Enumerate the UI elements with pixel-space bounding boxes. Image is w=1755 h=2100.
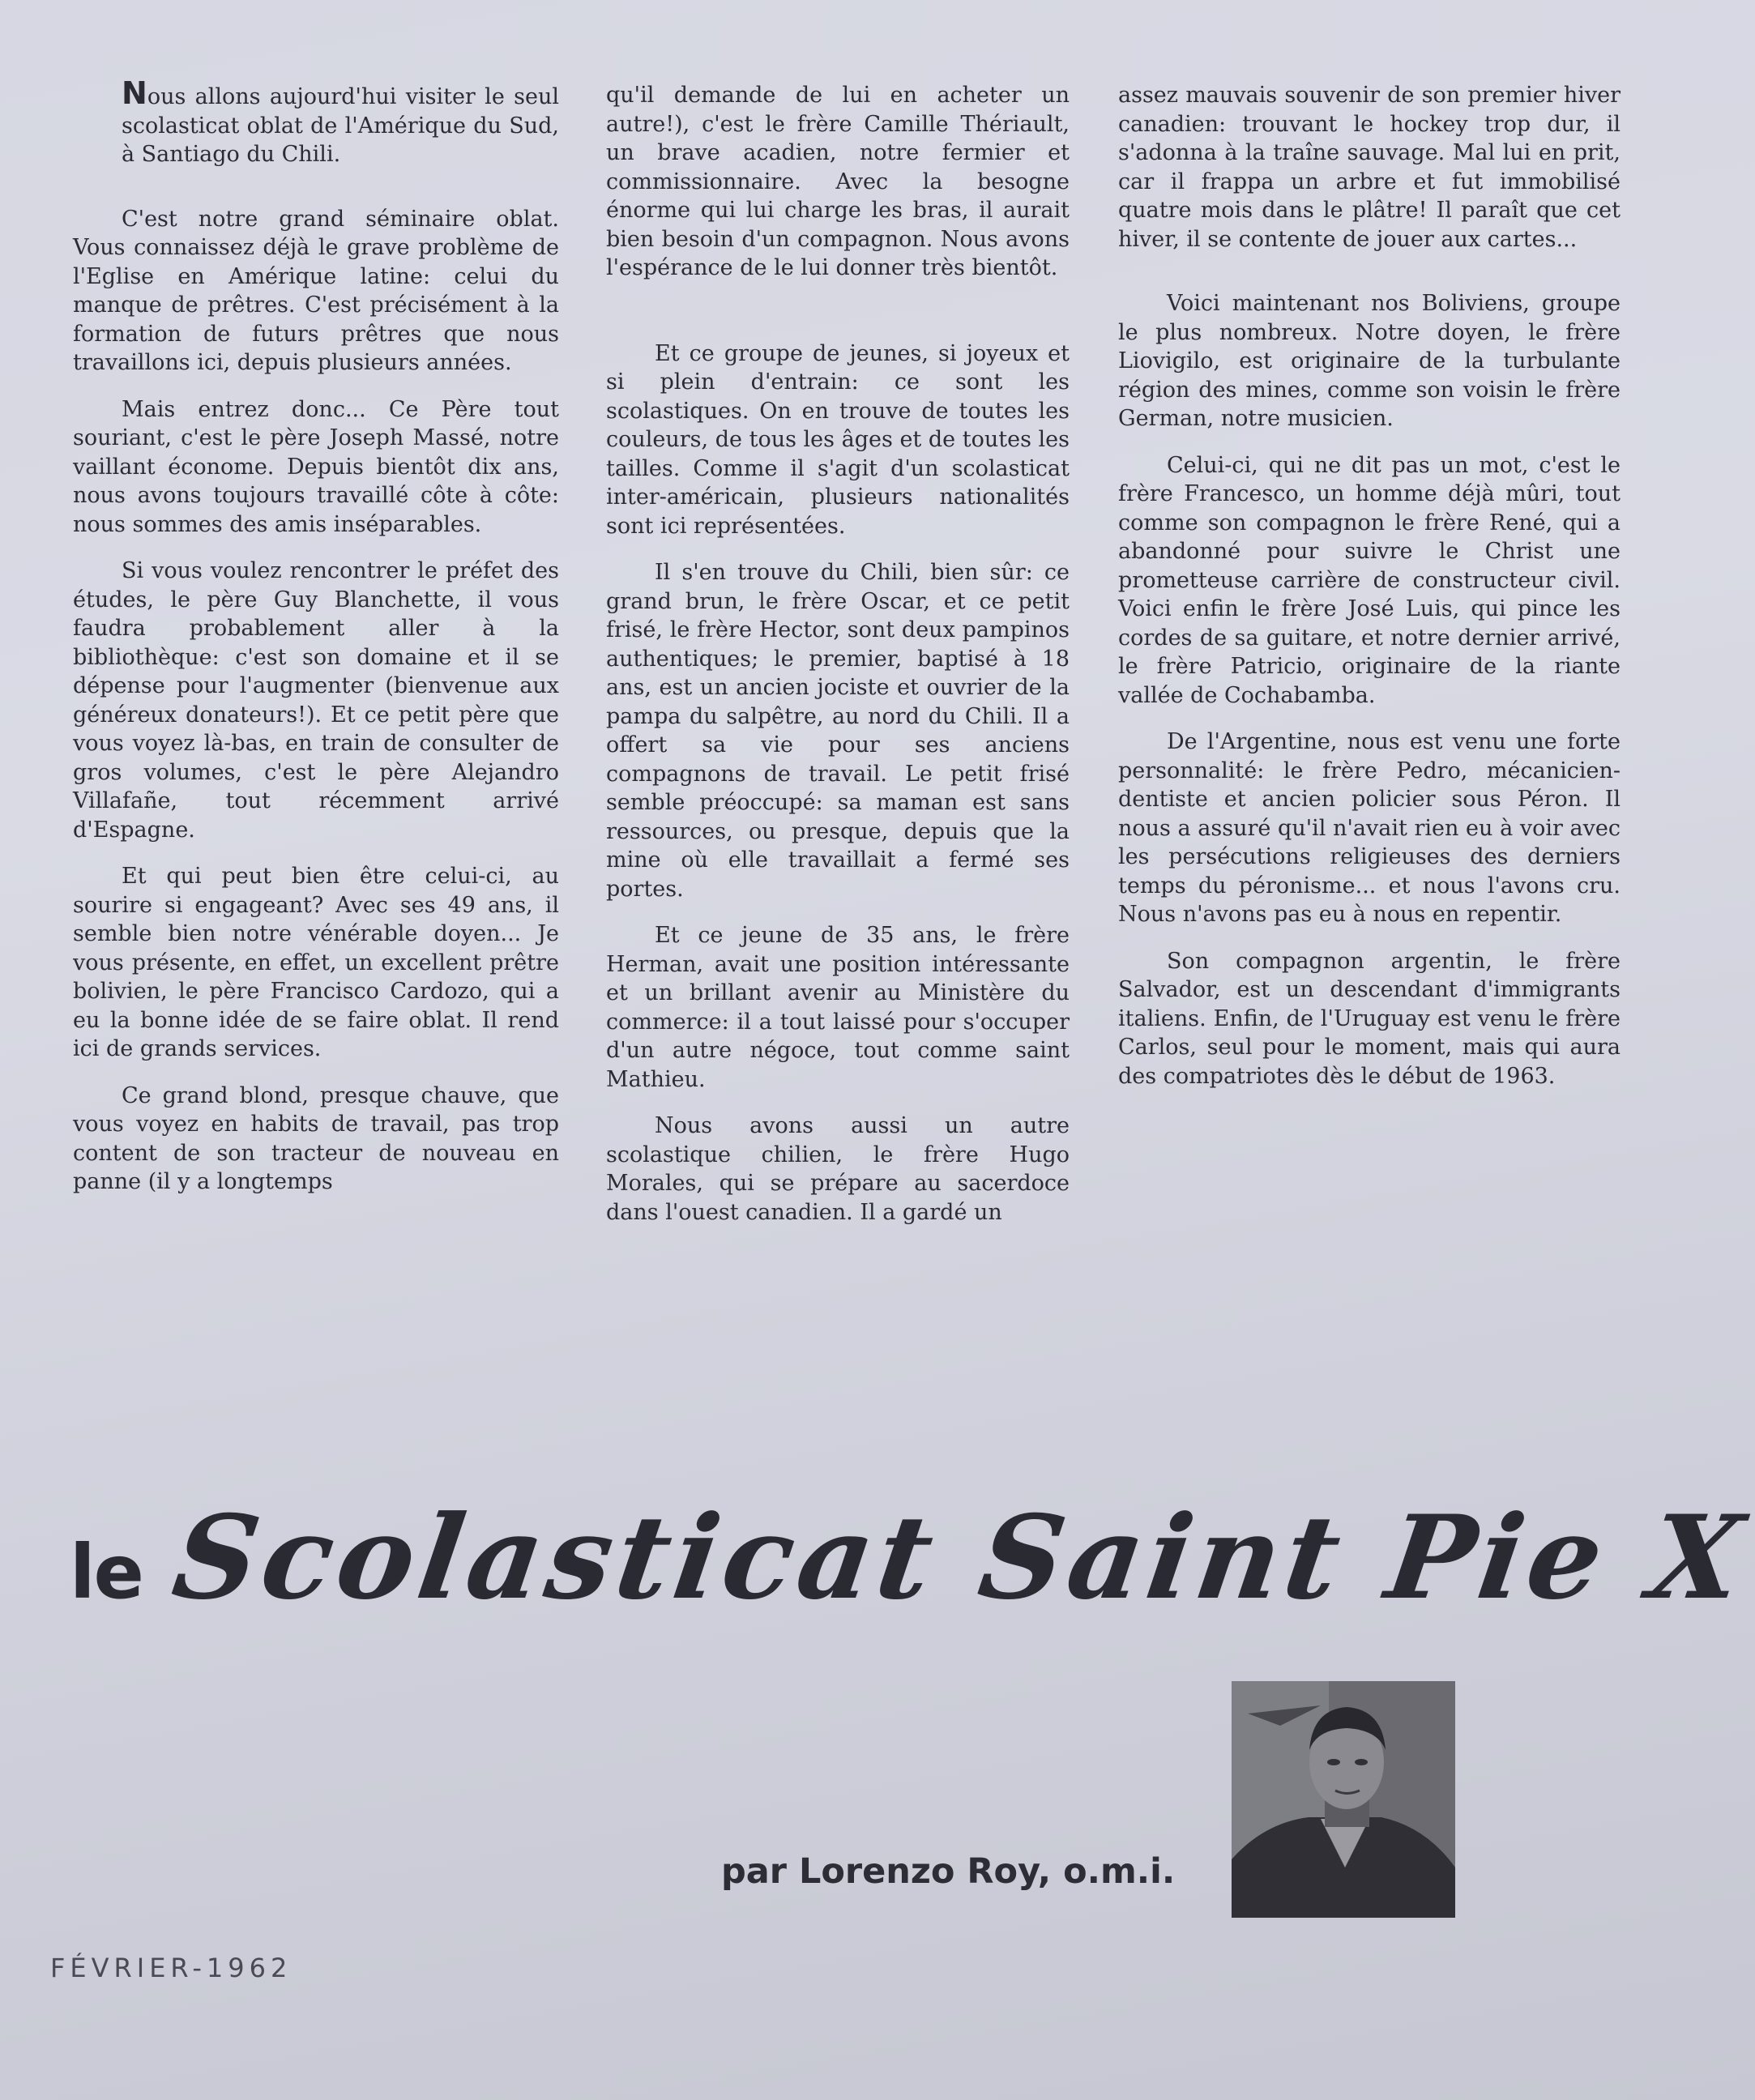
article-column-2 (606, 81, 1070, 1244)
article-column-1 (73, 75, 559, 1214)
paragraph (73, 75, 559, 169)
article-title (70, 1491, 1755, 1625)
article-column-3 (1118, 81, 1620, 1108)
title-article-word: le (70, 1529, 143, 1616)
title-main: Scolasticat Saint Pie X (165, 1491, 1755, 1625)
paragraph: Son compagnon argentin, le frère Salvador, est un descendant d'immigrants italiens. Enfin, de l'Uruguay est venu le frère Carlos, seul pour le moment, mais qui aura des compatriotes dès le début de 1963. (1118, 948, 1620, 1089)
paragraph: Nous avons aussi un autre scolastique chilien, le frère Hugo Morales, qui se prépare au sacerdoce dans l'ouest canadien. Il a gardé un (606, 1113, 1070, 1225)
author-portrait-image (1232, 1681, 1455, 1918)
author-photo (1232, 1681, 1455, 1918)
paragraph: Celui-ci, qui ne dit pas un mot, c'est le frère Francesco, un homme déjà mûri, tout comme son compagnon le frère René, qui a abandonné pour suivre le Christ une prometteuse carrière de constructeur civil. Voici enfin le frère José Luis, qui pince les cordes de sa guitare, et notre dernier arrivé, le frère Patricio, originaire de la riante vallée de Cochabamba. (1118, 452, 1620, 708)
paragraph: Voici maintenant nos Boliviens, groupe le plus nombreux. Notre doyen, le frère Liovigilo, est originaire de la turbulante région des mines, comme son voisin le frère German, notre musicien. (1118, 291, 1620, 431)
byline: par Lorenzo Roy, o.m.i. (721, 1851, 1176, 1892)
paragraph: Il s'en trouve du Chili, bien sûr: ce grand brun, le frère Oscar, et ce petit frisé, le frère Hector, sont deux pampinos authentiques; le premier, baptisé à 18 ans, est un ancien jociste et ouvrier de la pampa du salpêtre, au nord du Chili. Il a offert sa vie pour ses anciens compagnons de travail. Le petit frisé semble préoccupé: sa maman est sans ressources, ou presque, depuis que la mine où elle travaillait a fermé ses portes. (606, 560, 1070, 902)
paragraph: qu'il demande de lui en acheter un autre!), c'est le frère Camille Thériault, un brave acadien, notre fermier et commissionnaire. Avec la besogne énorme qui lui charge les bras, il aurait bien besoin d'un compagnon. Nous avons l'espérance de le lui donner très bientôt. (606, 83, 1070, 280)
paragraph: De l'Argentine, nous est venu une forte personnalité: le frère Pedro, mécanicien-dentiste et ancien policier sous Péron. Il nous a assuré qu'il n'avait rien eu à voir avec les persécutions religieuses des derniers temps du péronisme... et nous l'avons cru. Nous n'avons pas eu à nous en repentir. (1118, 729, 1620, 927)
page-dateline: FÉVRIER-1962 (50, 1953, 292, 1983)
paragraph: assez mauvais souvenir de son premier hiver canadien: trouvant le hockey trop dur, il s'adonna à la traîne sauvage. Mal lui en prit, car il frappa un arbre et fut immobilisé quatre mois dans le plâtre! Il paraît que cet hiver, il se contente de jouer aux cartes... (1118, 83, 1620, 252)
drop-cap: N (122, 75, 147, 111)
paragraph: Ce grand blond, presque chauve, que vous voyez en habits de travail, pas trop content de son tracteur de nouveau en panne (il y a longtemps (73, 1082, 559, 1194)
paragraph: Et ce jeune de 35 ans, le frère Herman, avait une position intéressante et un brillant avenir au Ministère du commerce: il a tout laissé pour s'occuper d'un autre négoce, tout comme saint Mathieu. (606, 923, 1070, 1092)
paragraph: Et ce groupe de jeunes, si joyeux et si plein d'entrain: ce sont les scolastiques. On en trouve de toutes les couleurs, de tous les âges et de toutes les tailles. Comme il s'agit d'un scolasticat inter-américain, plusieurs nationalités sont ici représentées. (606, 340, 1070, 539)
paragraph: Si vous voulez rencontrer le préfet des études, le père Guy Blanchette, il vous faudra probablement aller à la bibliothèque: c'est son domaine et il se dépense pour l'augmenter (bienvenue aux généreux donateurs!). Et ce petit père que vous voyez là-bas, en train de consulter de gros volumes, c'est le père Alejandro Villafañe, tout récemment arrivé d'Espagne. (73, 558, 559, 843)
paragraph: Mais entrez donc... Ce Père tout souriant, c'est le père Joseph Massé, notre vaillant économe. Depuis bientôt dix ans, nous avons toujours travaillé côte à côte: nous sommes des amis inséparables. (73, 396, 559, 537)
paragraph: Et qui peut bien être celui-ci, au sourire si engageant? Avec ses 49 ans, il semble bien notre vénérable doyen... Je vous présente, en effet, un excellent prêtre bolivien, le père Francisco Cardozo, qui a eu la bonne idée de se faire oblat. Il rend ici de grands services. (73, 864, 559, 1061)
paragraph-text: ous allons aujourd'hui visiter le seul scolasticat oblat de l'Amérique du Sud, à Santiago du Chili. (122, 84, 559, 167)
paragraph: C'est notre grand séminaire oblat. Vous connaissez déjà le grave problème de l'Eglise en Amérique latine: celui du manque de prêtres. C'est précisément à la formation de futurs prêtres que nous travaillons ici, depuis plusieurs années. (73, 206, 559, 375)
